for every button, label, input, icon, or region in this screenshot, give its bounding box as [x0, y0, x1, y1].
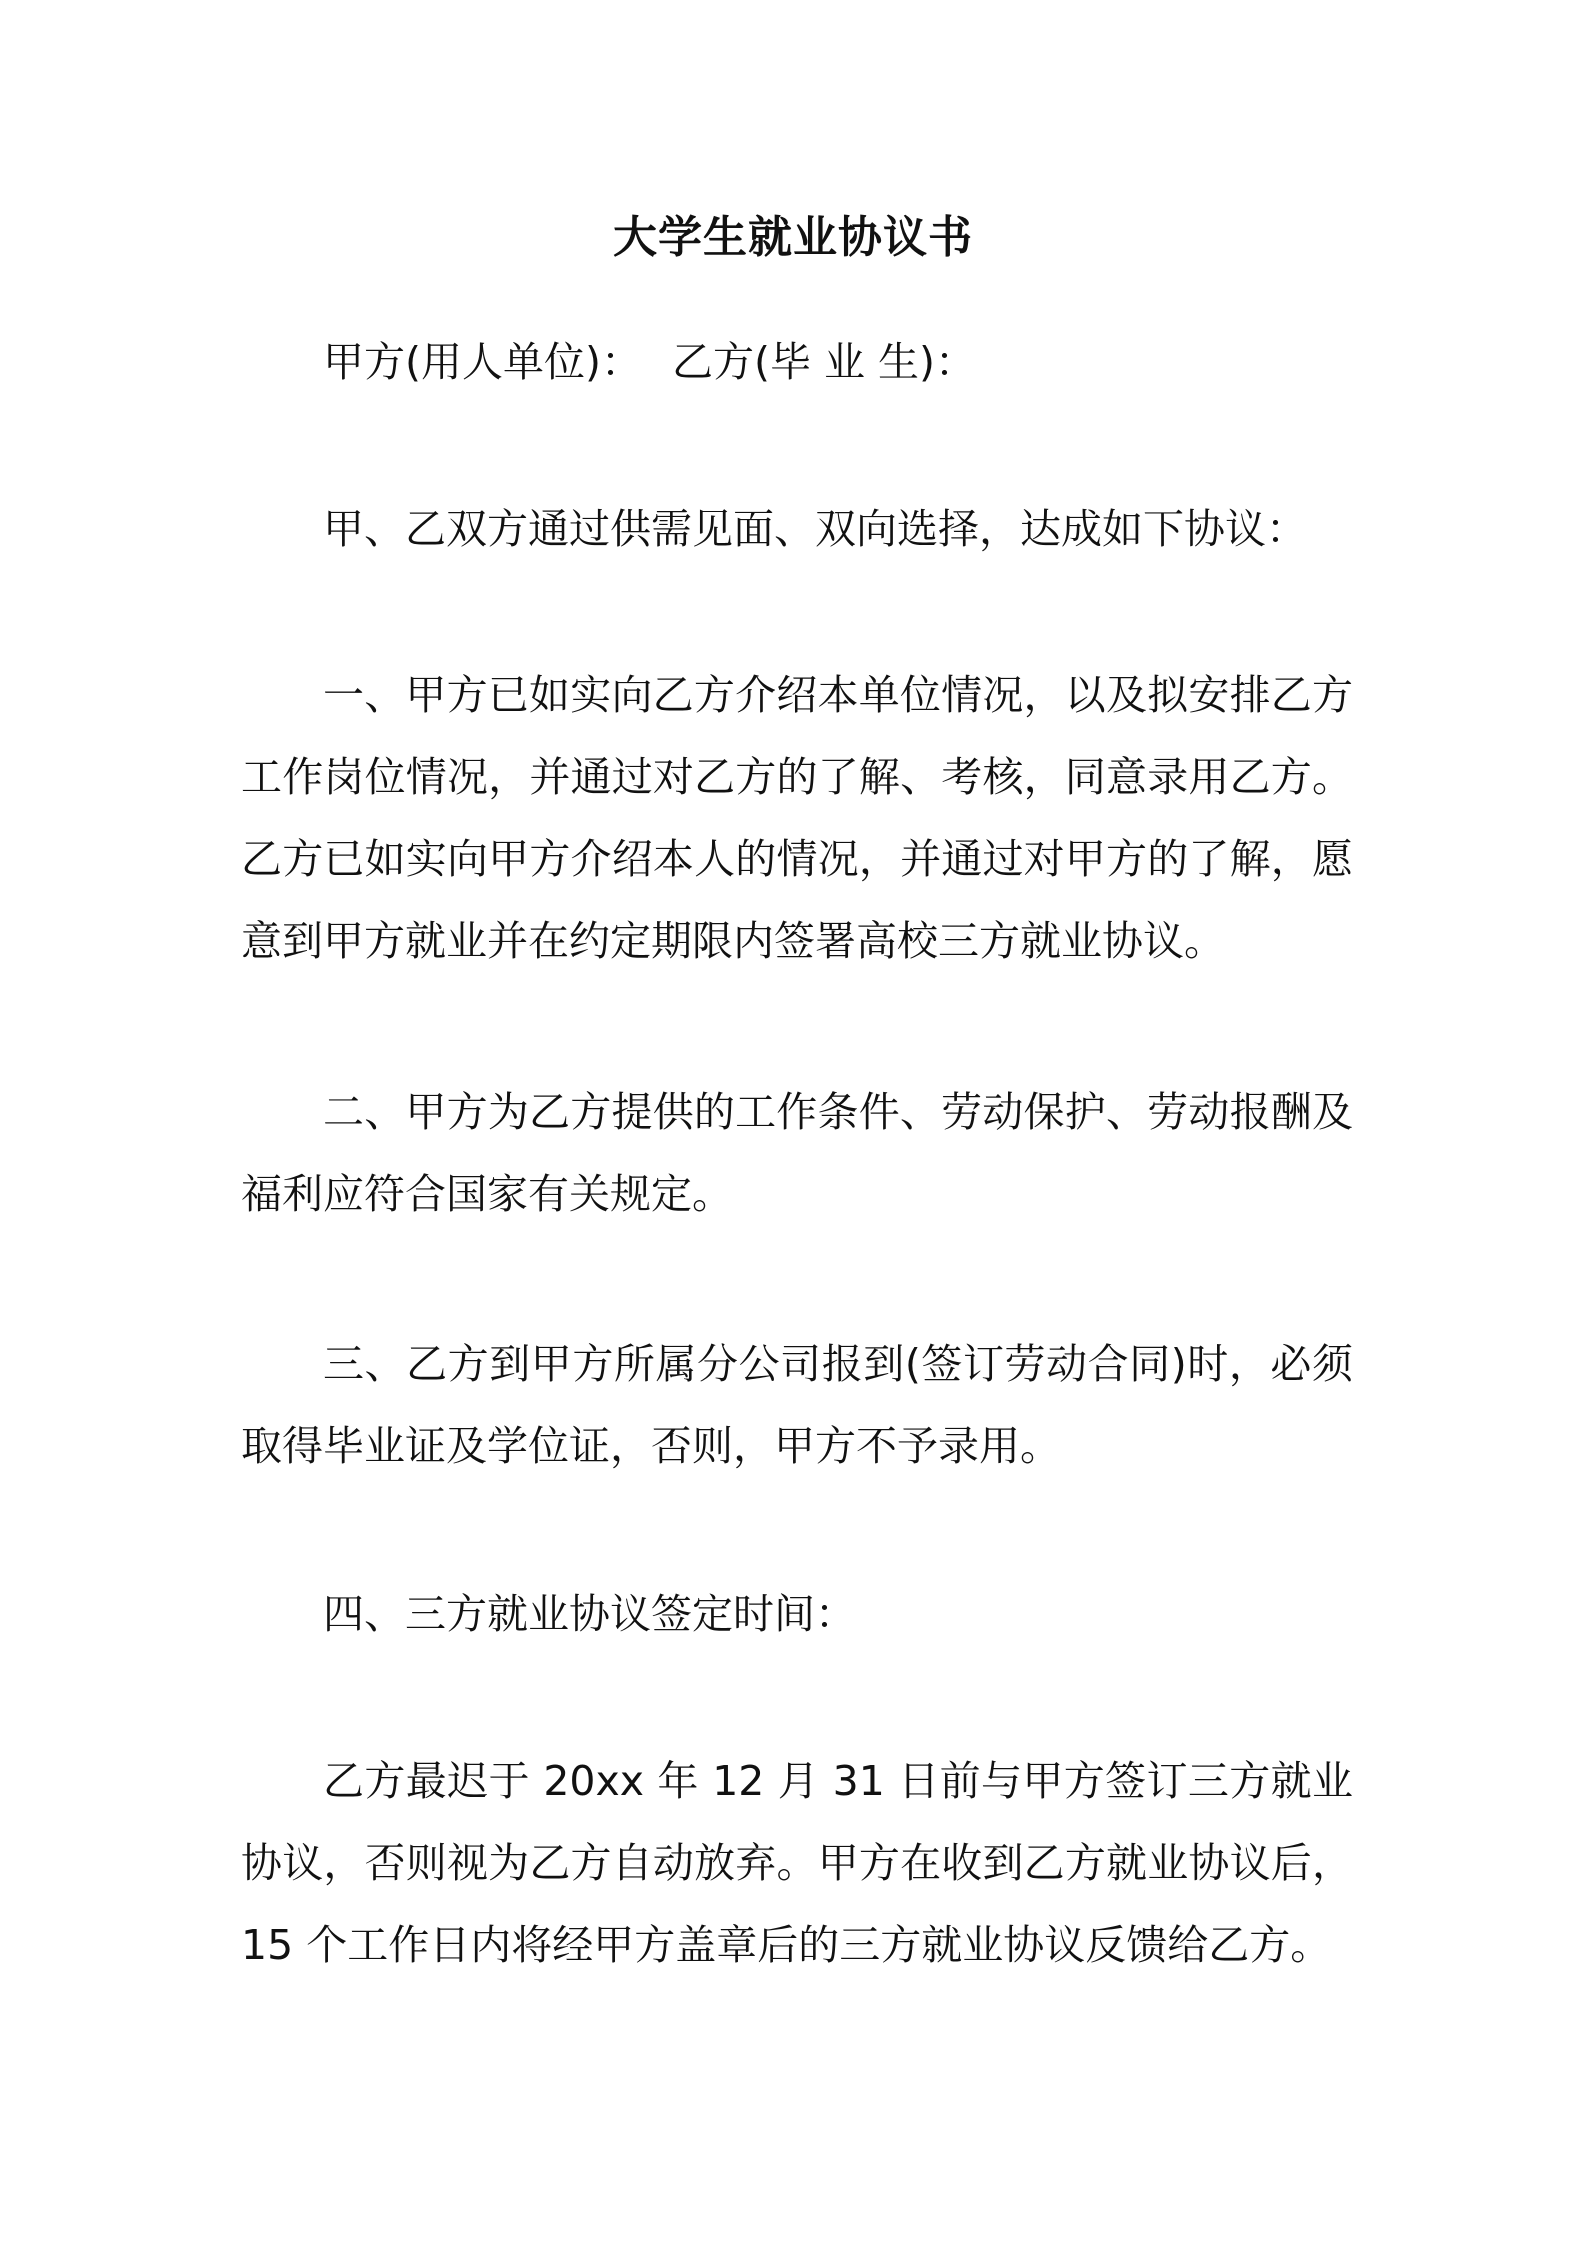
clause-4-body-paragraph: 乙方最迟于 20xx 年 12 月 31 日前与甲方签订三方就业协议，否则视为乙方自动放弃。甲方在收到乙方就业协议后，15 个工作日内将经甲方盖章后的三方就业协议反馈给乙方。	[241, 1757, 1353, 1969]
intro-paragraph: 甲、乙双方通过供需见面、双向选择，达成如下协议：	[323, 505, 1307, 553]
clause-2-paragraph: 二、甲方为乙方提供的工作条件、劳动保护、劳动报酬及福利应符合国家有关规定。	[241, 1088, 1353, 1218]
party-b-label: 乙方(毕 业 生)：	[672, 338, 977, 386]
parties-line	[241, 321, 1353, 403]
clause-1-paragraph: 一、甲方已如实向乙方介绍本单位情况，以及拟安排乙方工作岗位情况，并通过对乙方的了解、考核，同意录用乙方。乙方已如实向甲方介绍本人的情况，并通过对甲方的了解，愿意到甲方就业并在约定期限内签署高校三方就业协议。	[241, 671, 1353, 965]
party-a-label: 甲方(用人单位)：	[323, 338, 642, 386]
clause-4-heading: 四、三方就业协议签定时间：	[323, 1590, 856, 1638]
clause-3-paragraph: 三、乙方到甲方所属分公司报到(签订劳动合同)时，必须取得毕业证及学位证，否则，甲方不予录用。	[241, 1340, 1353, 1470]
document-title: 大学生就业协议书	[613, 212, 973, 263]
